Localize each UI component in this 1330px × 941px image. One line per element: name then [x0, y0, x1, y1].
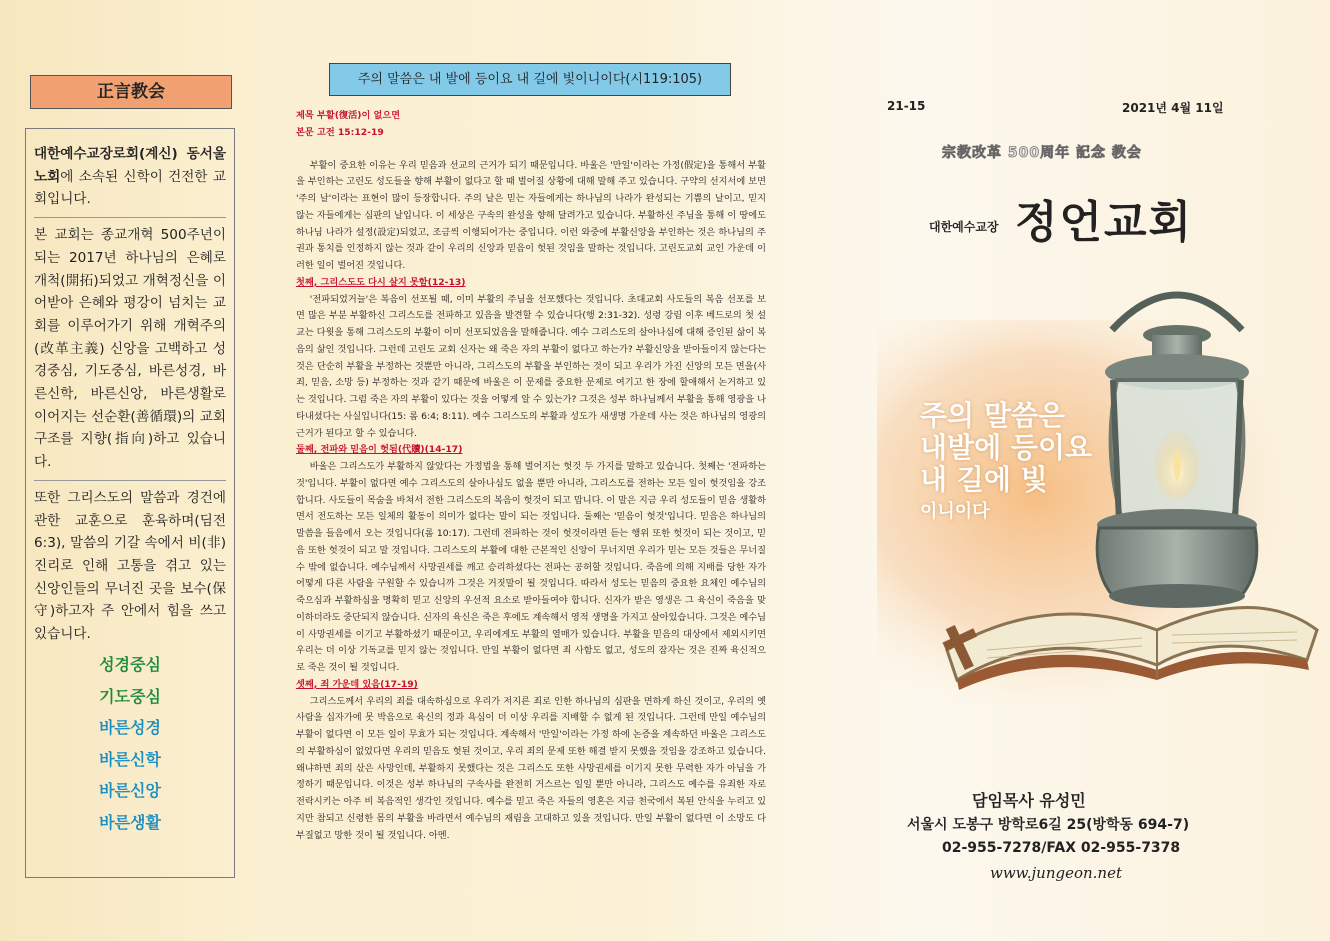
divider — [34, 480, 226, 481]
art-line: 주의 말씀은 — [920, 399, 1065, 432]
section-title-2: 둘째, 전파와 믿음이 헛됨(代贖)(14-17) — [296, 444, 463, 456]
intro-bold: 대한예수교장로회(계신) 동서울 노회 — [34, 146, 226, 185]
sermon-title: 제목 부활(復活)이 없으면 — [296, 110, 401, 121]
bulletin-date: 2021년 4월 11일 — [1122, 101, 1224, 115]
sermon-text-ref: 본문 고전 15:12-19 — [296, 126, 384, 138]
motto-item: 바른성경 — [99, 718, 161, 737]
section-title-1: 첫째, 그리스도도 다시 살지 못함(12-13) — [296, 276, 466, 288]
section-body-2: 바울은 그리스도가 부활하지 않았다는 가정법을 통해 벌어지는 헛것 두 가지를 말하고 있습니다. 첫째는 '전파하는 것'입니다. 부활이 없다면 예수 그리스도의 살아나심도 없을 뿐만 아니라, 그리스도를 전하는 모든 일이 헛것임을 강조합니다. 사도들이 목숨을 바쳐서 전한 그리스도의 복음이 헛것이 되고 맙니다. 이 말은 지금 우리 성도들이 믿음 생활하면서 전도하는 모든 일체의 활동이 의미가 없다는 말이 되는 것입니다. 둘째는 '믿음이 헛것'입니다. 믿음은 하나님의 말씀을 들음에서 오는 것입니다(롬 10:17). 그런데 전파하는 것이 헛것이라면 듣는 행위 또한 헛것이 되는 것이고, 믿음 또한 헛것이 되고 말 것입니다. 그리스도의 부활에 대한 근본적인 신앙이 무너지면 우리가 믿는 모든 것들은 무너질 수 밖에 없습니다. 예수님께서 사망권세를 깨고 승리하셨다는 전파는 공허할 것입니다. 죽음에 의해 지배를 당한 자가 어떻게 다른 사람을 구원할 수 있습니까 그것은 거짓말이 될 것입니다. 따라서 성도는 믿음의 중요한 요체인 예수님의 죽으심과 부활하심을 명확히 믿고 신앙의 우선적 요소로 받아들여야 합니다. 신자가 받은 영생은 그 육신이 죽음을 맞이하더라도 중단되지 않습니다. 신자의 육신은 죽은 후에도 계속해서 영적 생명을 가지고 살아있습니다. 그것은 예수님이 사망권세를 이기고 부활하셨기 때문이고, 우리에게도 부활의 열매가 있습니다. 부활을 믿음의 대상에서 제외시키면 우리는 더 이상 기독교를 믿지 않는 것입니다. 만일 부활이 없다면 죄 사함도 없고, 성도의 잠자는 것은 진짜 육신적으로 죽은 것이 될 것입니다. — [296, 461, 766, 673]
motto-item: 바른생활 — [99, 812, 161, 832]
issue-number: 21-15 — [887, 99, 926, 113]
intro-text: 에 소속된 신학이 건전한 교회입니다. — [34, 168, 226, 208]
motto-item: 기도중심 — [99, 686, 161, 706]
church-intro-box — [25, 128, 235, 878]
sermon-panel — [262, 0, 792, 941]
church-subtitle: 宗教改革 500周年 記念 教会 — [942, 145, 1142, 161]
intro-paragraph-1 — [34, 143, 226, 211]
section-body-1: '전파되었거늘'은 복음이 선포될 때, 이미 부활의 주님을 선포했다는 것입니다. 초대교회 사도들의 복음 선포를 보면 많은 부분 부활하신 그리스도를 전파하고 있음을 발견할 수 있습니다(행 2:31-32). 성령 강림 이후 베드로의 첫 설교는 다윗을 통해 그리스도의 부활이 이미 선포되었음을 말해줍니다. 예수 그리스도의 살아나심에 대해 증인된 삶이 복음의 삶인 것입니다. 그런데 고린도 교회 신자는 왜 죽은 자의 부활이 없다고 하는가? 부활신앙을 받아들이지 않는다는 것은 단순히 부활을 부정하는 것뿐만 아니라, 그리스도의 부활을 부인하는 것이 되고 우리가 가진 신앙의 모든 면을(사죄, 믿음, 소망 등) 부정하는 것과 같기 때문에 바울은 이 문제를 중요한 문제로 여기고 한 장에 할애해서 논거하고 있는 것입니다. 그럼 죽은 자의 부활이 있다는 것을 어떻게 알 수 있는가? 그것은 성부 하나님께서 부활을 통해 영광을 나타내셨다는 사실입니다(15: 롬 6:4; 8:11). 예수 그리스도의 부활과 성도가 새생명 가운데 사는 것은 하나님의 영광의 근거가 된다고 할 수 있습니다. — [296, 293, 766, 439]
cover-verse-art — [920, 400, 1092, 528]
church-address: 서울시 도봉구 방학로6길 25(방학동 694-7) — [907, 817, 1190, 833]
sermon-intro: 부활이 중요한 이유는 우리 믿음과 선교의 근거가 되기 때문입니다. 바울은 '만일'이라는 가정(假定)을 통해서 부활을 부인하는 고린도 성도들을 향해 부활이 없다고 할 때 벌어질 상황에 대해 말해 주고 있습니다. 구약의 선지서에 보면 '주의 날'이라는 표현이 많이 등장합니다. 주의 날은 믿는 자들에게는 하나님의 나라가 완성되는 기쁨의 날이고, 믿지 않는 자들에게는 심판의 날입니다. 이 세상은 구속의 완성을 향해 달려가고 있습니다. 부활하신 주님을 통해 이 땅에도 하나님 나라가 설정(設定)되었고, 조금씩 이행되어가는 중입니다. 이런 와중에 부활신앙을 부인하는 것은 하나님의 주권과 통치를 인정하지 않는 것과 같이 우리의 신앙과 믿음이 헛된 것임을 말하는 것입니다. 고린도교회 교인 가운데 이러한 일이 벌어진 것입니다. — [296, 159, 766, 271]
cover-panel — [792, 0, 1330, 941]
denomination: 대한예수교장 — [929, 220, 999, 234]
art-line: 이니이다 — [920, 501, 990, 522]
sermon-body — [296, 108, 766, 844]
pastor-name: 담임목사 유성민 — [972, 791, 1086, 810]
church-name-hanja: 正言教会 — [30, 75, 232, 109]
section-title-3: 셋째, 죄 가운데 있음(17-19) — [296, 678, 418, 690]
art-line: 내 길에 빛 — [920, 463, 1048, 496]
section-body-3: 그리스도께서 우리의 죄를 대속하심으로 우리가 저지른 죄로 인한 하나님의 심판을 면하게 하신 것이고, 우리의 옛 사람을 십자가에 못 박음으로 육신의 정과 욕심이 더 이상 우리를 지배할 수 없게 된 것입니다. 그런데 만일 예수님의 부활이 없다면 이 모든 일이 무효가 되는 것입니다. 계속해서 '만일'이라는 가정 하에 논증을 계속하던 바울은 그리스도의 부활하심이 없었다면 우리의 믿음도 헛된 것이고, 우리 죄의 문제 또한 해결 받지 못했을 것임을 강조하고 있습니다. 왜냐하면 죄의 삯은 사망인데, 부활하지 못했다는 것은 그리스도 또한 사망권세를 이기지 못한 무력한 자가 아님을 가정하기 때문입니다. 이것은 성부 하나님의 구속사를 완전히 거스르는 일일 뿐만 아니라, 그리스도 예수를 유죄한 자로 전락시키는 아주 비 복음적인 생각인 것입니다. 예수를 믿고 죽은 자들의 영혼은 지금 천국에서 복된 안식을 누리고 있지만 참되고 신령한 몸의 부활을 바라면서 예수님의 재림을 고대하고 있을 것입니다. 만일 부활이 없다면 이 소망도 다 부질없고 망한 것이 될 것입니다. 아멘. — [296, 695, 766, 841]
divider — [34, 217, 226, 218]
intro-paragraph-2: 본 교회는 종교개혁 500주년이 되는 2017년 하나님의 은혜로 개척(開拓)되었고 개혁정신을 이어받아 은혜와 평강이 넘치는 교회를 이루어가기 위해 개혁주의(改革主義) 신앙을 고백하고 성경중심, 기도중심, 바른성경, 바른신학, 바른신앙, 바른생활로 이어지는 선순환(善循環)의 교회 구조를 지향(指向)하고 있습니다. — [34, 227, 226, 471]
church-name: 정언교회 — [1015, 197, 1194, 248]
art-line: 내발에 등이요 — [920, 431, 1093, 464]
intro-paragraph-3: 또한 그리스도의 말씀과 경건에 관한 교훈으로 훈육하며(딤전 6:3), 말씀의 기갈 속에서 비(非) 진리로 인해 고통을 겪고 있는 신앙인들의 무너진 곳을 보수(保守)하고자 주 안에서 힘을 쓰고 있습니다. — [34, 489, 226, 643]
motto-item: 바른신학 — [99, 749, 161, 769]
motto-list — [26, 649, 234, 838]
church-phone: 02-955-7278/FAX 02-955-7378 — [942, 840, 1181, 856]
verse-banner: 주의 말씀은 내 발에 등이요 내 길에 빛이니이다(시119:105) — [329, 63, 731, 96]
church-intro — [34, 143, 226, 646]
motto-item: 성경중심 — [99, 655, 161, 674]
left-panel — [0, 0, 262, 941]
motto-item: 바른신앙 — [99, 781, 161, 800]
church-website[interactable]: www.jungeon.net — [990, 864, 1122, 882]
